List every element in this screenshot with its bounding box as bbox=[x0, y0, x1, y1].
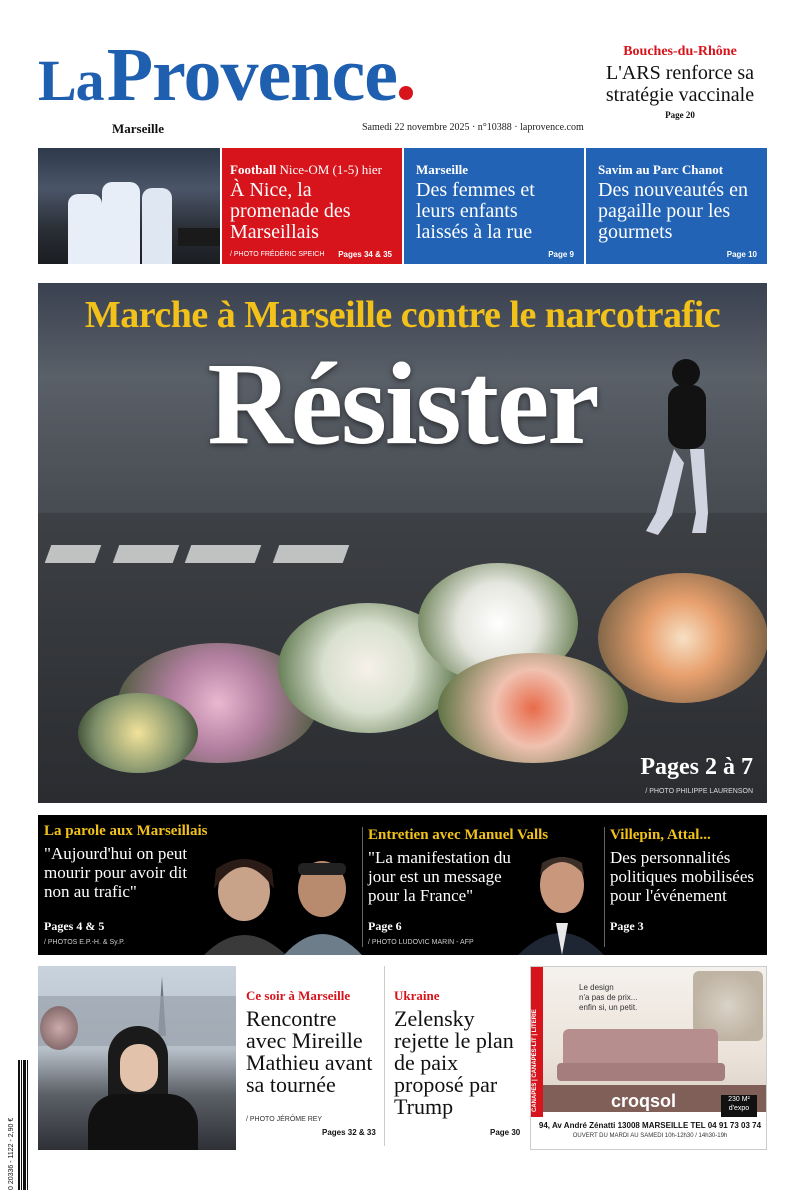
story-femmes[interactable] bbox=[404, 148, 584, 264]
ukraine-headline: Zelensky rejette le plan de paix proposé par Trump bbox=[394, 1006, 514, 1119]
ad-side-text: CANAPÉS | CANAPÉS-LIT | LITERIE bbox=[532, 1009, 538, 1112]
story-mathieu[interactable] bbox=[246, 988, 376, 1096]
mathieu-kicker: Ce soir à Marseille bbox=[246, 988, 351, 1003]
teaser-page: Page 20 bbox=[665, 110, 695, 120]
person-face bbox=[120, 1044, 158, 1092]
column-divider bbox=[604, 827, 605, 947]
football-kicker: Football bbox=[230, 162, 277, 177]
valls-photo bbox=[518, 845, 604, 955]
ukraine-kicker: Ukraine bbox=[394, 988, 440, 1003]
person-coat bbox=[88, 1094, 198, 1150]
player-figure bbox=[102, 182, 140, 264]
crosswalk-stripe bbox=[45, 545, 102, 563]
teaser-kicker: Bouches-du-Rhône bbox=[623, 44, 737, 59]
main-pages: Pages 2 à 7 bbox=[640, 754, 753, 780]
logo-la: La bbox=[38, 48, 104, 113]
teaser-headline: L'ARS renforce sa stratégie vaccinale bbox=[605, 62, 755, 106]
logo-main: Provence bbox=[106, 33, 397, 117]
football-photo bbox=[38, 148, 220, 264]
mathieu-caption: / PHOTO JÉRÔME REY bbox=[246, 1116, 323, 1123]
ad-board bbox=[178, 228, 220, 246]
ad-hours: OUVERT DU MARDI AU SAMEDI 10h-12h30 / 14h30-19h bbox=[572, 1133, 728, 1139]
football-caption: / PHOTO FRÉDÉRIC SPEICH bbox=[230, 251, 325, 258]
band3-page: Page 3 bbox=[610, 919, 644, 933]
ad-brand: croqsol bbox=[611, 1091, 677, 1111]
portraits-photo bbox=[194, 849, 364, 955]
mathieu-headline: Rencontre avec Mireille Mathieu avant sa tournée bbox=[246, 1006, 373, 1097]
logo bbox=[38, 32, 568, 117]
doll-figure bbox=[40, 1006, 78, 1050]
ad-tagline-3: enfin si, un petit. bbox=[579, 1003, 638, 1012]
story-football[interactable] bbox=[222, 148, 402, 264]
ad-address: 94, Av André Zénatti 13008 MARSEILLE TEL 04 91 73 03 74 bbox=[538, 1121, 762, 1130]
mathieu-photo bbox=[38, 966, 236, 1150]
player-figure bbox=[68, 194, 102, 264]
story3-headline: Des nouveautés en pagaille pour les gourmets bbox=[598, 179, 748, 243]
crosswalk-stripe bbox=[113, 545, 180, 563]
player-figure bbox=[142, 188, 172, 264]
story3-kicker: Savim au Parc Chanot bbox=[598, 162, 724, 177]
band1-quote: "Aujourd'hui on peut mourir pour avoir dit non au trafic" bbox=[44, 844, 188, 901]
ad-tagline bbox=[579, 983, 637, 1013]
band3-text: Des personnalités politiques mobilisées pour l'événement bbox=[610, 848, 755, 905]
sofa-seat bbox=[557, 1063, 725, 1081]
logo-dot bbox=[399, 86, 413, 100]
band2-quote: "La manifestation du jour est un message pour la France" bbox=[368, 848, 511, 905]
ad-tagline-2: n'a pas de prix... bbox=[579, 993, 638, 1002]
edition-label: Marseille bbox=[112, 121, 164, 136]
dateline: Samedi 22 novembre 2025 · n°10388 · laprovence.com bbox=[362, 122, 584, 133]
story-ukraine[interactable] bbox=[394, 988, 522, 1118]
mathieu-pages: Pages 32 & 33 bbox=[322, 1128, 376, 1137]
story2-page: Page 9 bbox=[548, 250, 574, 259]
band-col-valls[interactable] bbox=[368, 815, 604, 955]
story3-page: Page 10 bbox=[726, 250, 757, 259]
band1-kicker: La parole aux Marseillais bbox=[44, 823, 208, 839]
main-caption: / PHOTO PHILIPPE LAURENSON bbox=[645, 788, 753, 795]
flower-bunch bbox=[598, 573, 767, 703]
band2-kicker: Entretien avec Manuel Valls bbox=[368, 827, 549, 843]
band1-pages: Pages 4 & 5 bbox=[44, 919, 105, 933]
ukraine-page: Page 30 bbox=[490, 1128, 521, 1137]
croqsol-ad[interactable] bbox=[530, 966, 767, 1150]
flowers-memorial bbox=[78, 583, 758, 773]
barcode-text: 0 20336 - 1122 - 2,90 € bbox=[8, 1117, 15, 1190]
band-col-parole[interactable] bbox=[44, 815, 354, 955]
flower-bunch bbox=[438, 653, 628, 763]
band2-page: Page 6 bbox=[368, 919, 402, 933]
crosswalk-stripe bbox=[273, 545, 350, 563]
band2-caption: / PHOTO LUDOVIC MARIN - AFP bbox=[368, 939, 474, 946]
band-col-villepin[interactable] bbox=[610, 815, 762, 955]
flower-bunch bbox=[78, 693, 198, 773]
feature-band bbox=[38, 815, 767, 955]
football-kicker-rest: Nice-OM (1-5) hier bbox=[279, 162, 382, 177]
main-headline: Résister bbox=[207, 338, 598, 469]
story2-headline: Des femmes et leurs enfants laissés à la rue bbox=[416, 179, 535, 243]
band1-caption: / PHOTOS E.P.-H. & Sy.P. bbox=[44, 939, 125, 946]
ad-tagline-1: Le design bbox=[579, 983, 614, 992]
column-divider bbox=[362, 827, 363, 947]
main-story[interactable] bbox=[38, 283, 767, 803]
story-savim[interactable] bbox=[586, 148, 767, 264]
main-kicker: Marche à Marseille contre le narcotrafic bbox=[84, 294, 721, 336]
football-headline: À Nice, la promenade des Marseillais bbox=[230, 179, 351, 243]
crosswalk-stripe bbox=[185, 545, 262, 563]
football-pages: Pages 34 & 35 bbox=[338, 250, 392, 259]
ad-badge: 230 M² d'expo bbox=[721, 1095, 757, 1117]
story2-kicker: Marseille bbox=[416, 162, 468, 177]
column-divider bbox=[384, 966, 385, 1146]
teaser-ars[interactable] bbox=[600, 44, 760, 120]
band3-kicker: Villepin, Attal... bbox=[610, 827, 711, 843]
